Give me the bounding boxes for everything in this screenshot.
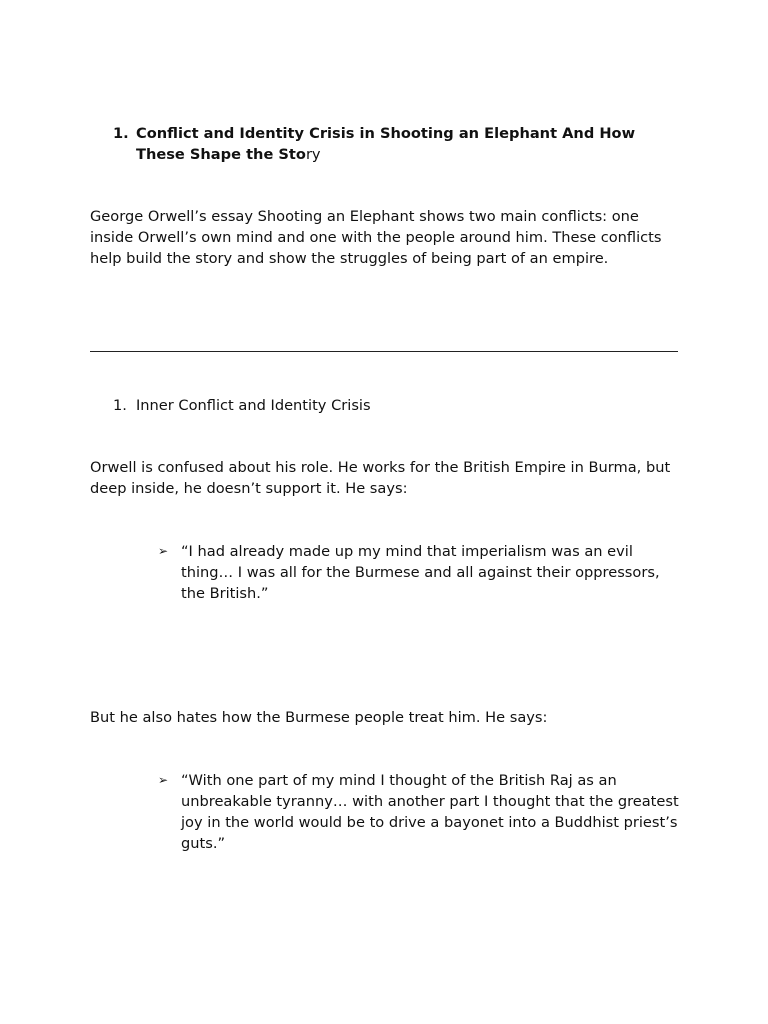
heading-title (136, 123, 673, 165)
body-paragraph-1: Orwell is confused about his role. He works for the British Empire in Burma, but deep inside, he doesn’t support it. He says: (90, 459, 671, 497)
arrow-bullet-icon: ➢ (158, 773, 169, 787)
document-heading (113, 123, 673, 165)
section-heading (113, 395, 673, 416)
intro-paragraph: George Orwell’s essay Shooting an Elephant shows two main conflicts: one inside Orwell’s own mind and one with the people around him. These conflicts help build the story and show the struggles of being part of an empire. (90, 208, 662, 267)
heading-number: 1. (113, 125, 129, 142)
quote-text-1: “I had already made up my mind that imperialism was an evil thing… I was all for the Burmese and all against their oppressors, the British.” (181, 543, 660, 602)
quote-bullet-1 (158, 541, 683, 604)
arrow-bullet-icon: ➢ (158, 544, 169, 558)
body-paragraph-2: But he also hates how the Burmese people treat him. He says: (90, 709, 548, 726)
section-title: Inner Conflict and Identity Crisis (136, 397, 371, 414)
heading-title-tail: ry (305, 146, 321, 163)
quote-text-2: “With one part of my mind I thought of the British Raj as an unbreakable tyranny… with another part I thought that the greatest joy in the world would be to drive a bayonet into a Buddhist priest’s guts.” (181, 772, 679, 852)
heading-title-bold: Conflict and Identity Crisis in Shooting an Elephant And How These Shape the Sto (136, 125, 636, 163)
section-number: 1. (113, 397, 127, 414)
horizontal-divider (90, 351, 678, 352)
quote-bullet-2 (158, 770, 683, 854)
